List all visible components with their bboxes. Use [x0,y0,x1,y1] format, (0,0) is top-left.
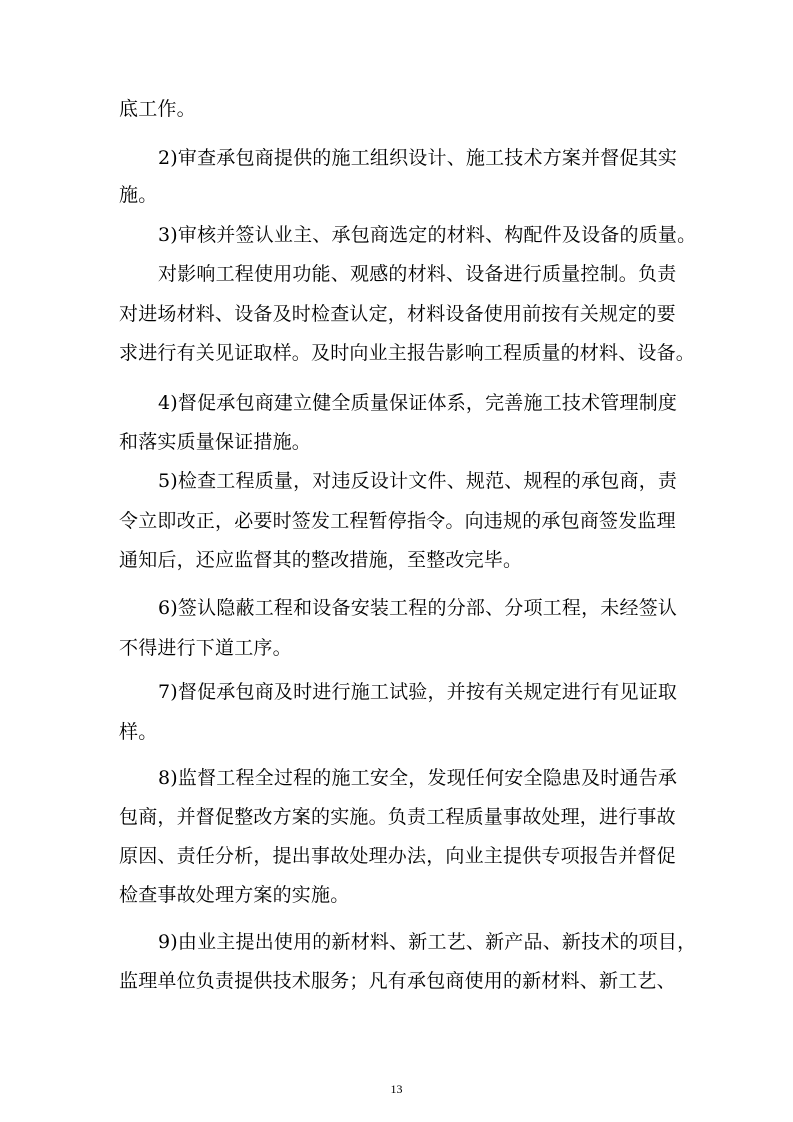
text-line: 6)签认隐蔽工程和设备安装工程的分部、分项工程，未经签认 [158,597,678,619]
text-line: 检查事故处理方案的实施。 [119,884,350,906]
text-line: 样。 [119,721,158,743]
text-line: 施。 [119,184,158,206]
text-line: 对影响工程使用功能、观感的材料、设备进行质量控制。负责 [158,263,677,285]
text-line: 8)监督工程全过程的施工安全，发现任何安全隐患及时通告承 [158,767,678,789]
text-line: 9)由业主提出使用的新材料、新工艺、新产品、新技术的项目， [158,931,697,953]
text-line: 和落实质量保证措施。 [119,431,312,453]
text-line: 底工作。 [119,98,196,120]
text-line: 不得进行下道工序。 [119,637,292,659]
text-line: 通知后，还应监督其的整改措施，至整改完毕。 [119,549,523,571]
text-line: 对进场材料、设备及时检查认定，材料设备使用前按有关规定的要 [119,303,676,325]
text-line: 5)检查工程质量，对违反设计文件、规范、规程的承包商，责 [158,470,678,492]
text-line: 求进行有关见证取样。及时向业主报告影响工程质量的材料、设备。 [119,342,696,364]
text-line: 3)审核并签认业主、承包商选定的材料、构配件及设备的质量。 [158,224,697,246]
page-number: 13 [390,1082,403,1096]
text-line: 原因、责任分析，提出事故处理办法，向业主提供专项报告并督促 [119,845,676,867]
text-line: 4)督促承包商建立健全质量保证体系，完善施工技术管理制度 [158,392,678,414]
text-line: 7)督促承包商及时进行施工试验，并按有关规定进行有见证取 [158,681,678,703]
text-line: 2)审查承包商提供的施工组织设计、施工技术方案并督促其实 [158,147,678,169]
text-line: 监理单位负责提供技术服务；凡有承包商使用的新材料、新工艺、 [119,970,676,992]
text-line: 包商，并督促整改方案的实施。负责工程质量事故处理，进行事故 [119,806,676,828]
text-line: 令立即改正，必要时签发工程暂停指令。向违规的承包商签发监理 [119,510,676,532]
